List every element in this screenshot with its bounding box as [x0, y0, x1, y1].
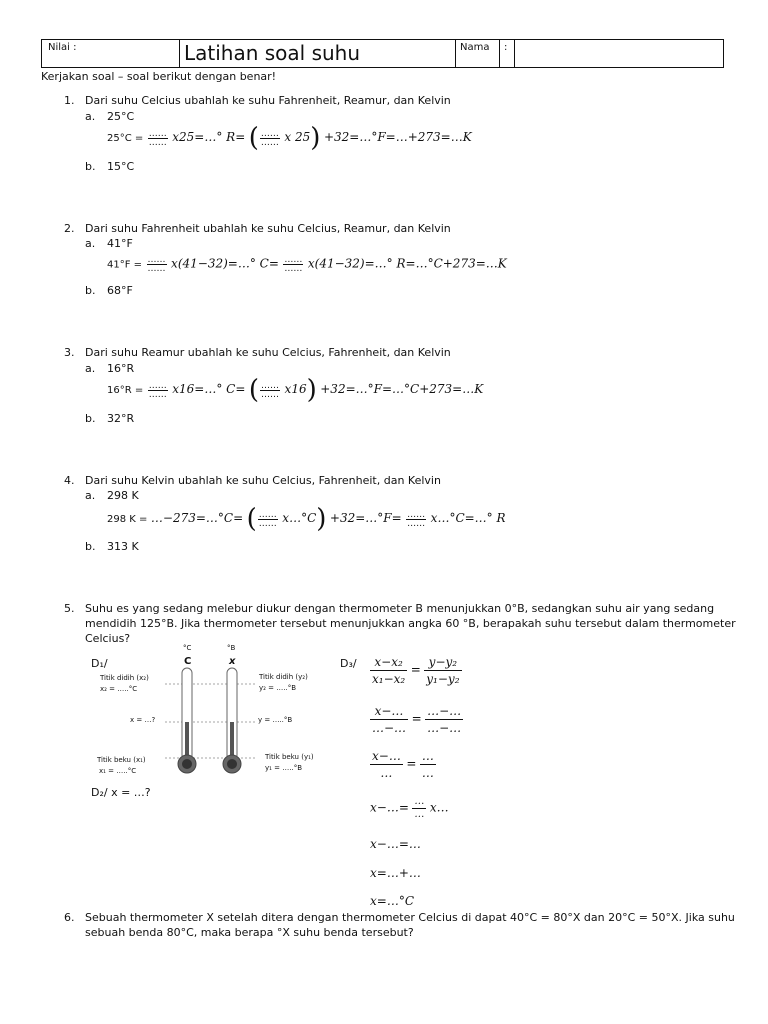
beku-right-1: Titik beku (y₁) — [265, 753, 314, 761]
q2a-equation: 41°F = $\frac{\dots\dots}{\dots\dots}$ x(41−32)=…° C= $\frac{\dots\dots}{\dots\dots}$ x(41−32)=…° R=…°C+273=…K — [107, 255, 507, 274]
q5-d1: D₁/ — [91, 657, 108, 670]
thermometer-figure — [95, 642, 330, 782]
fraction: $\frac{\dots\dots}{\dots\dots}$ — [260, 128, 279, 148]
step-5: x−…=… — [370, 837, 421, 851]
col-x-label: x — [229, 656, 236, 667]
q3b-label: b. — [85, 412, 96, 425]
q1a-label: a. — [85, 110, 96, 123]
q5-number: 5. — [64, 602, 75, 615]
q2b-label: b. — [85, 284, 96, 297]
col-c-label: C — [184, 656, 192, 667]
beku-left-2: x₁ = …..°C — [99, 767, 137, 775]
title-cell — [180, 40, 456, 67]
q3a-equation: 16°R = $\frac{\dots\dots}{\dots\dots}$ x16=…° C= ( $\frac{\dots\dots}{\dots\dots}$ x16) +32=…°F=…°C+273=…K — [107, 375, 484, 405]
step-6: x=…+… — [370, 866, 421, 880]
step-4: x−…= $\frac{\dots}{\dots}$ x… — [370, 796, 449, 820]
nama-label: Nama — [460, 42, 490, 53]
q6-line2: sebuah benda 80°C, maka berapa °X suhu benda tersebut? — [85, 926, 414, 939]
didih-left-1: Titik didih (x₂) — [100, 674, 149, 682]
instruction: Kerjakan soal – soal berikut dengan benar! — [41, 70, 277, 83]
didih-right-2: y₂ = …..°B — [259, 684, 297, 692]
step-7: x=…°C — [370, 894, 415, 908]
q6-number: 6. — [64, 911, 75, 924]
q5-line3: Celcius? — [85, 632, 131, 645]
q1b-value: 15°C — [107, 160, 135, 173]
nilai-label: Nilai : — [48, 42, 77, 53]
q5-d3: D₃/ — [340, 657, 357, 670]
x-left: x = …? — [130, 716, 156, 724]
beku-left-1: Titik beku (x₁) — [97, 756, 146, 764]
q5-line1: Suhu es yang sedang melebur diukur dengan thermometer B menunjukkan 0°B, sedangkan suhu air yang sedang — [85, 602, 715, 615]
y-right: y = …..°B — [258, 716, 293, 724]
q4a-value: 298 K — [107, 489, 139, 502]
beku-right-2: y₁ = …..°B — [265, 764, 303, 772]
q4b-label: b. — [85, 540, 96, 553]
q5-line2: mendidih 125°B. Jika thermometer tersebut menunjukkan angka 60 °B, berapakah suhu tersebut dalam thermometer — [85, 617, 736, 630]
q1-number: 1. — [64, 94, 75, 107]
q1-text: Dari suhu Celcius ubahlah ke suhu Fahrenheit, Reamur, dan Kelvin — [85, 94, 451, 107]
q3a-label: a. — [85, 362, 96, 375]
step-2: $\frac{x-\dots}{\dots-\dots}$ = $\frac{\dots-\dots}{\dots-\dots}$ — [372, 704, 462, 735]
q2-text: Dari suhu Fahrenheit ubahlah ke suhu Celcius, Reamur, dan Kelvin — [85, 222, 451, 235]
q3-number: 3. — [64, 346, 75, 359]
unit-c-label: °C — [183, 644, 192, 652]
q3a-value: 16°R — [107, 362, 135, 375]
fraction: $\frac{\dots\dots}{\dots\dots}$ — [148, 380, 167, 400]
nama-input-cell[interactable] — [515, 40, 723, 67]
q1a-value: 25°C — [107, 110, 135, 123]
q2-number: 2. — [64, 222, 75, 235]
fraction: $\frac{\dots\dots}{\dots\dots}$ — [148, 128, 167, 148]
q1b-label: b. — [85, 160, 96, 173]
step-1: $\frac{\text{x−x₂}}{\text{x₁−x₂}}$ = $\frac{\text{y−y₂}}{\text{y₁−y₂}}$ — [372, 655, 460, 686]
fraction: $\frac{\dots\dots}{\dots\dots}$ — [258, 509, 277, 529]
q4a-equation: 298 K = …−273=…°C= ( $\frac{\dots\dots}{\dots\dots}$ x…°C) +32=…°F= $\frac{\dots\dots}{\dots\dots}$ x…°C=…° R — [107, 504, 506, 534]
fraction: $\frac{\dots\dots}{\dots\dots}$ — [407, 509, 426, 529]
didih-left-2: x₂ = …..°C — [100, 685, 138, 693]
colon-cell — [500, 40, 515, 67]
step-3: $\frac{x-\dots}{\dots}$ = $\frac{\dots}{\dots}$ — [372, 749, 434, 780]
q4b-value: 313 K — [107, 540, 139, 553]
fraction: $\frac{\dots\dots}{\dots\dots}$ — [261, 380, 280, 400]
q3b-value: 32°R — [107, 412, 135, 425]
q4-text: Dari suhu Kelvin ubahlah ke suhu Celcius, Fahrenheit, dan Kelvin — [85, 474, 441, 487]
q2a-value: 41°F — [107, 237, 133, 250]
nama-cell — [456, 40, 500, 67]
fraction: $\frac{\dots\dots}{\dots\dots}$ — [284, 255, 303, 274]
q4a-label: a. — [85, 489, 96, 502]
q5-d2: D₂/ x = …? — [91, 786, 151, 799]
unit-b-label: °B — [227, 644, 236, 652]
q1a-equation: 25°C = $\frac{\dots\dots}{\dots\dots}$ x25=…° R= ( $\frac{\dots\dots}{\dots\dots}$ x 25) +32=…°F=…+273=…K — [107, 123, 472, 153]
worksheet-title: Latihan soal suhu — [184, 41, 361, 65]
q3-text: Dari suhu Reamur ubahlah ke suhu Celcius, Fahrenheit, dan Kelvin — [85, 346, 451, 359]
q2b-value: 68°F — [107, 284, 133, 297]
nilai-cell — [42, 40, 180, 67]
fraction: $\frac{\dots\dots}{\dots\dots}$ — [147, 255, 166, 274]
nama-colon: : — [504, 42, 508, 53]
didih-right-1: Titik didih (y₂) — [259, 673, 308, 681]
header-table — [41, 39, 724, 68]
q4-number: 4. — [64, 474, 75, 487]
q6-line1: Sebuah thermometer X setelah ditera dengan thermometer Celcius di dapat 40°C = 80°X dan 20°C = 50°X. Jika suhu — [85, 911, 735, 924]
q2a-label: a. — [85, 237, 96, 250]
q1a-prefix: 25°C = — [107, 133, 144, 144]
